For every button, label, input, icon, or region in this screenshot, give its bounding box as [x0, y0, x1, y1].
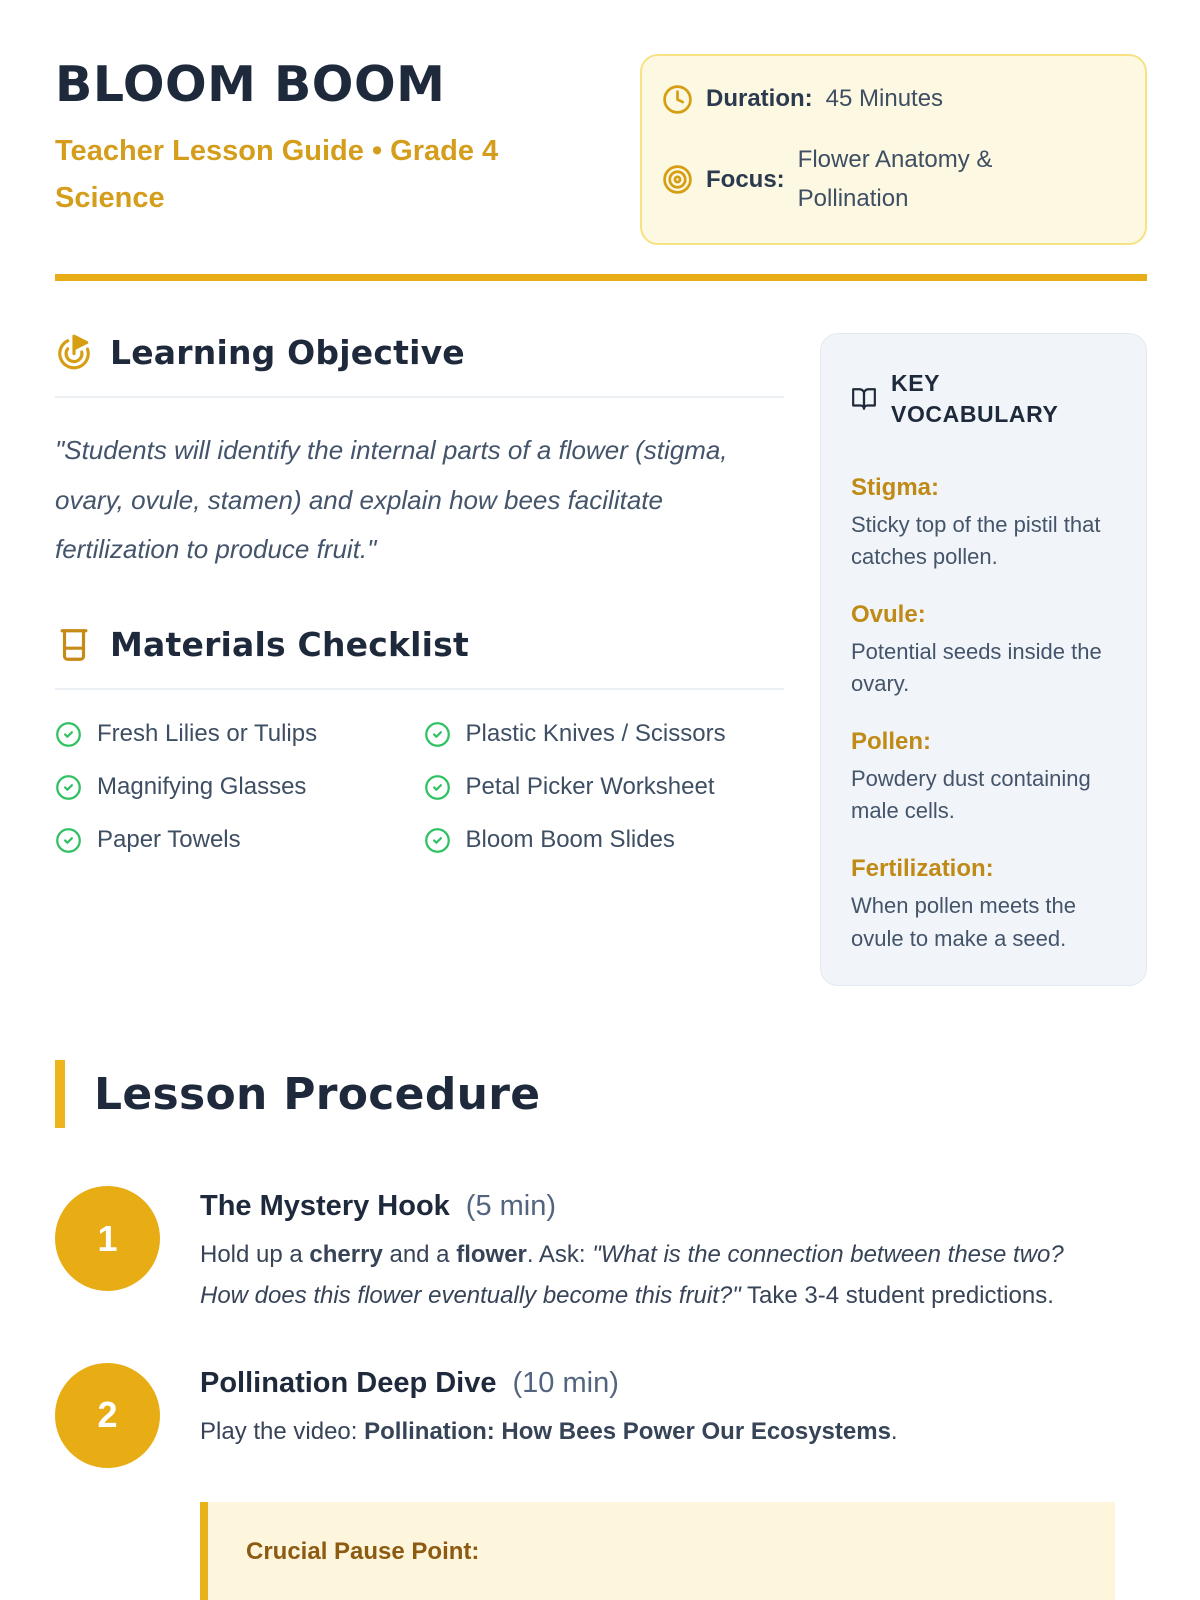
page-title: BLOOM BOOM: [55, 56, 446, 113]
vocab-term: Fertilization:: [851, 855, 994, 882]
step-body: Hold up a cherry and a flower. Ask: "What is the connection between these two? How does this flower eventually become this fruit?" Take 3-4 student predictions.: [200, 1241, 1064, 1309]
step-content: [200, 1363, 1115, 1600]
check-circle-icon: [424, 827, 451, 854]
vocab-definition: When pollen meets the ovule to make a seed.: [851, 893, 1077, 951]
checklist-item: [424, 826, 785, 854]
checklist-item: [55, 720, 416, 748]
objective-text: "Students will identify the internal parts of a flower (stigma, ovary, ovule, stamen) and explain how bees facilitate fertilization to produce fruit.": [55, 434, 728, 565]
checklist-item-label: Magnifying Glasses: [97, 773, 307, 801]
heading-accent-bar: [55, 1060, 65, 1128]
checklist-item: [424, 773, 785, 801]
learning-objective-heading: [55, 333, 784, 398]
header-title-block: [55, 52, 600, 222]
goal-icon: [55, 333, 93, 371]
step-title-row: [200, 1190, 1115, 1223]
step-title: Pollination Deep Dive: [200, 1366, 497, 1399]
check-circle-icon: [55, 721, 82, 748]
main-content: [55, 333, 1147, 986]
materials-heading: [55, 625, 784, 690]
checklist-item-label: Bloom Boom Slides: [465, 826, 675, 854]
book-open-icon: [851, 386, 877, 412]
check-circle-icon: [55, 774, 82, 801]
key-vocabulary-card: [820, 333, 1147, 986]
checklist-item: [55, 773, 416, 801]
step-number-badge: 2: [55, 1363, 160, 1468]
vocab-term: Ovule:: [851, 600, 926, 628]
checklist-item-label: Fresh Lilies or Tulips: [97, 720, 318, 748]
checklist-item-label: Plastic Knives / Scissors: [465, 720, 726, 748]
vocab-definition: Potential seeds inside the ovary.: [851, 638, 1102, 697]
lesson-procedure-title: Lesson Procedure: [94, 1068, 541, 1120]
materials-checklist: [55, 720, 784, 854]
check-circle-icon: [55, 827, 82, 854]
focus-label: Focus:: [706, 165, 785, 193]
vocab-entry: [851, 855, 1118, 955]
vocab-definition: Powdery dust containing male cells.: [851, 765, 1091, 824]
callout-heading: Crucial Pause Point:: [246, 1538, 480, 1566]
checklist-item: [55, 826, 416, 854]
target-icon: [662, 164, 693, 195]
step-title: The Mystery Hook: [200, 1190, 450, 1223]
check-circle-icon: [424, 721, 451, 748]
procedure-steps: [55, 1186, 1147, 1600]
step-body: Play the video: Pollination: How Bees Power Our Ecosystems.: [200, 1417, 898, 1445]
vocab-term: Stigma:: [851, 473, 940, 501]
header-divider: [55, 274, 1147, 281]
duration-label: Duration:: [706, 85, 813, 113]
step-duration: (5 min): [465, 1190, 557, 1223]
step-content: [200, 1186, 1115, 1317]
materials-title: Materials Checklist: [110, 625, 470, 665]
lesson-procedure-heading: [55, 1060, 1147, 1128]
materials-section: [55, 625, 784, 854]
learning-objective-title: Learning Objective: [110, 332, 465, 372]
vocab-entry: [851, 474, 1118, 574]
duration-value: 45 Minutes: [825, 85, 944, 112]
pause-point-callout: [200, 1502, 1115, 1600]
procedure-step-2: [55, 1363, 1147, 1600]
focus-value: Flower Anatomy & Pollination: [797, 145, 993, 212]
checklist-item-label: Petal Picker Worksheet: [465, 773, 715, 801]
procedure-step-1: [55, 1186, 1147, 1317]
clock-icon: [662, 84, 693, 115]
focus-row: [662, 141, 1125, 219]
lesson-procedure-section: [55, 1060, 1147, 1600]
checklist-item-label: Paper Towels: [97, 826, 241, 854]
vocab-entry: [851, 601, 1118, 701]
duration-row: [662, 80, 1125, 119]
beaker-icon: [55, 626, 93, 664]
step-number-badge: 1: [55, 1186, 160, 1291]
vocab-header: [851, 368, 1118, 430]
checklist-item: [424, 720, 785, 748]
vocab-definition: Sticky top of the pistil that catches pollen.: [851, 511, 1101, 570]
step-duration: (10 min): [512, 1366, 619, 1399]
lesson-info-box: [640, 54, 1147, 245]
step-title-row: [200, 1367, 1115, 1400]
vocab-term: Pollen:: [851, 727, 932, 755]
vocab-entry: [851, 728, 1118, 828]
left-column: [55, 333, 784, 855]
check-circle-icon: [424, 774, 451, 801]
vocab-title: KEY VOCABULARY: [891, 369, 1059, 427]
header: [55, 52, 1147, 245]
page-subtitle: Teacher Lesson Guide • Grade 4 Science: [55, 134, 499, 214]
